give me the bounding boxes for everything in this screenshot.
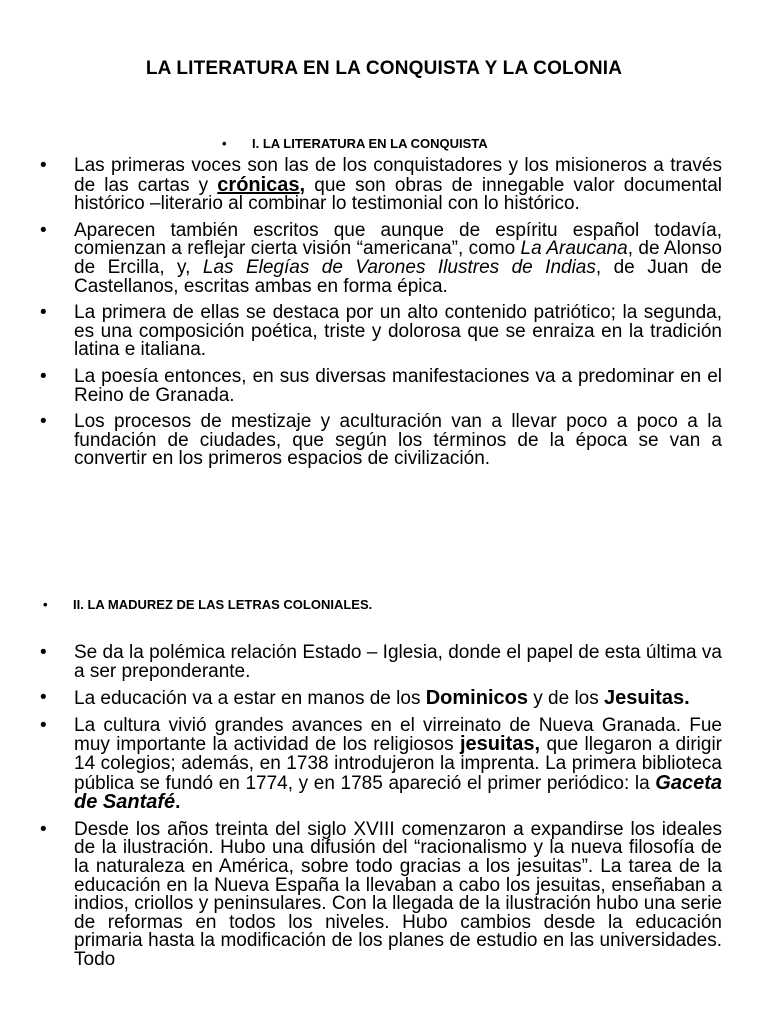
bullet-marker: •	[43, 597, 48, 612]
colonia-bullet-list	[38, 644, 722, 978]
bullet-marker: •	[222, 136, 227, 151]
racionalismo-term: racionalismo	[420, 837, 527, 859]
list-item: • La educación va a estar en manos de los Dominicos y de los Jesuitas.	[38, 689, 722, 709]
jesuitas-term: Jesuitas.	[604, 687, 690, 710]
section-heading-madurez	[43, 597, 372, 612]
section-heading-text: I. LA LITERATURA EN LA CONQUISTA	[252, 136, 488, 151]
list-item: • Desde los años treinta del siglo XVIII comenzaron a expandirse los ideales de la ilustración. Hubo una difusión del “racionalismo y la nueva filosofía de la naturaleza en América, sobre todo gracias a los jesuitas”. La tarea de la educación en la Nueva España la llevaban a cabo los jesuitas, enseñaban a indios, criollos y peninsulares. Con la llegada de la ilustración hubo una serie de reformas en todos los niveles. Hubo cambios desde la educación primaria hasta la modificación de los planes de estudio en las universidades. Todo	[38, 821, 722, 970]
list-item: • La poesía entonces, en sus diversas manifestaciones va a predominar en el Reino de Granada.	[38, 368, 722, 405]
list-item: • Las primeras voces son las de los conquistadores y los misioneros a través de las cartas y crónicas, que son obras de innegable valor documental histórico –literario al combinar lo testimonial con lo histórico.	[38, 157, 722, 214]
section-heading-text: II. LA MADUREZ DE LAS LETRAS COLONIALES.	[73, 597, 373, 612]
list-item: • Se da la polémica relación Estado – Iglesia, donde el papel de esta última va a ser preponderante.	[38, 644, 722, 681]
dominicos-term: Dominicos	[425, 687, 528, 710]
americana-term: americana	[362, 238, 452, 260]
list-item: • Los procesos de mestizaje y aculturación van a llevar poco a poco a la fundación de ciudades, que según los términos de la época se van a convertir en los primeros espacios de civilización.	[38, 413, 722, 469]
list-item: • La primera de ellas se destaca por un alto contenido patriótico; la segunda, es una composición poética, triste y dolorosa que se enraiza en la tradición latina e italiana.	[38, 304, 722, 360]
jesuitas-term: jesuitas	[517, 855, 582, 877]
jesuitas-term: jesuitas,	[459, 733, 541, 756]
list-item: • La cultura vivió grandes avances en el virreinato de Nueva Granada. Fue muy importante la actividad de los religiosos jesuitas, que llegaron a dirigir 14 colegios; además, en 1738 introdujeron la imprenta. La primera biblioteca pública se fundó en 1774, y en 1785 apareció el primer periódico: la Gaceta de Santafé.	[38, 717, 722, 813]
work-title-la-araucana: La Araucana	[520, 238, 628, 260]
section-heading-conquista	[222, 136, 488, 151]
work-title-elegias: Las Elegías de Varones Ilustres de Indias	[202, 256, 596, 278]
cronicas-term: crónicas,	[217, 173, 306, 196]
list-item: • Aparecen también escritos que aunque de espíritu español todavía, comienzan a reflejar cierta visión “americana”, como La Araucana, de Alonso de Ercilla, y, Las Elegías de Varones Ilustres de Indias, de Juan de Castellanos, escritas ambas en forma épica.	[38, 222, 722, 296]
gaceta-title: Gaceta de Santafé	[74, 771, 722, 814]
conquista-bullet-list	[38, 157, 722, 477]
document-title: LA LITERATURA EN LA CONQUISTA Y LA COLONIA	[145, 58, 623, 79]
